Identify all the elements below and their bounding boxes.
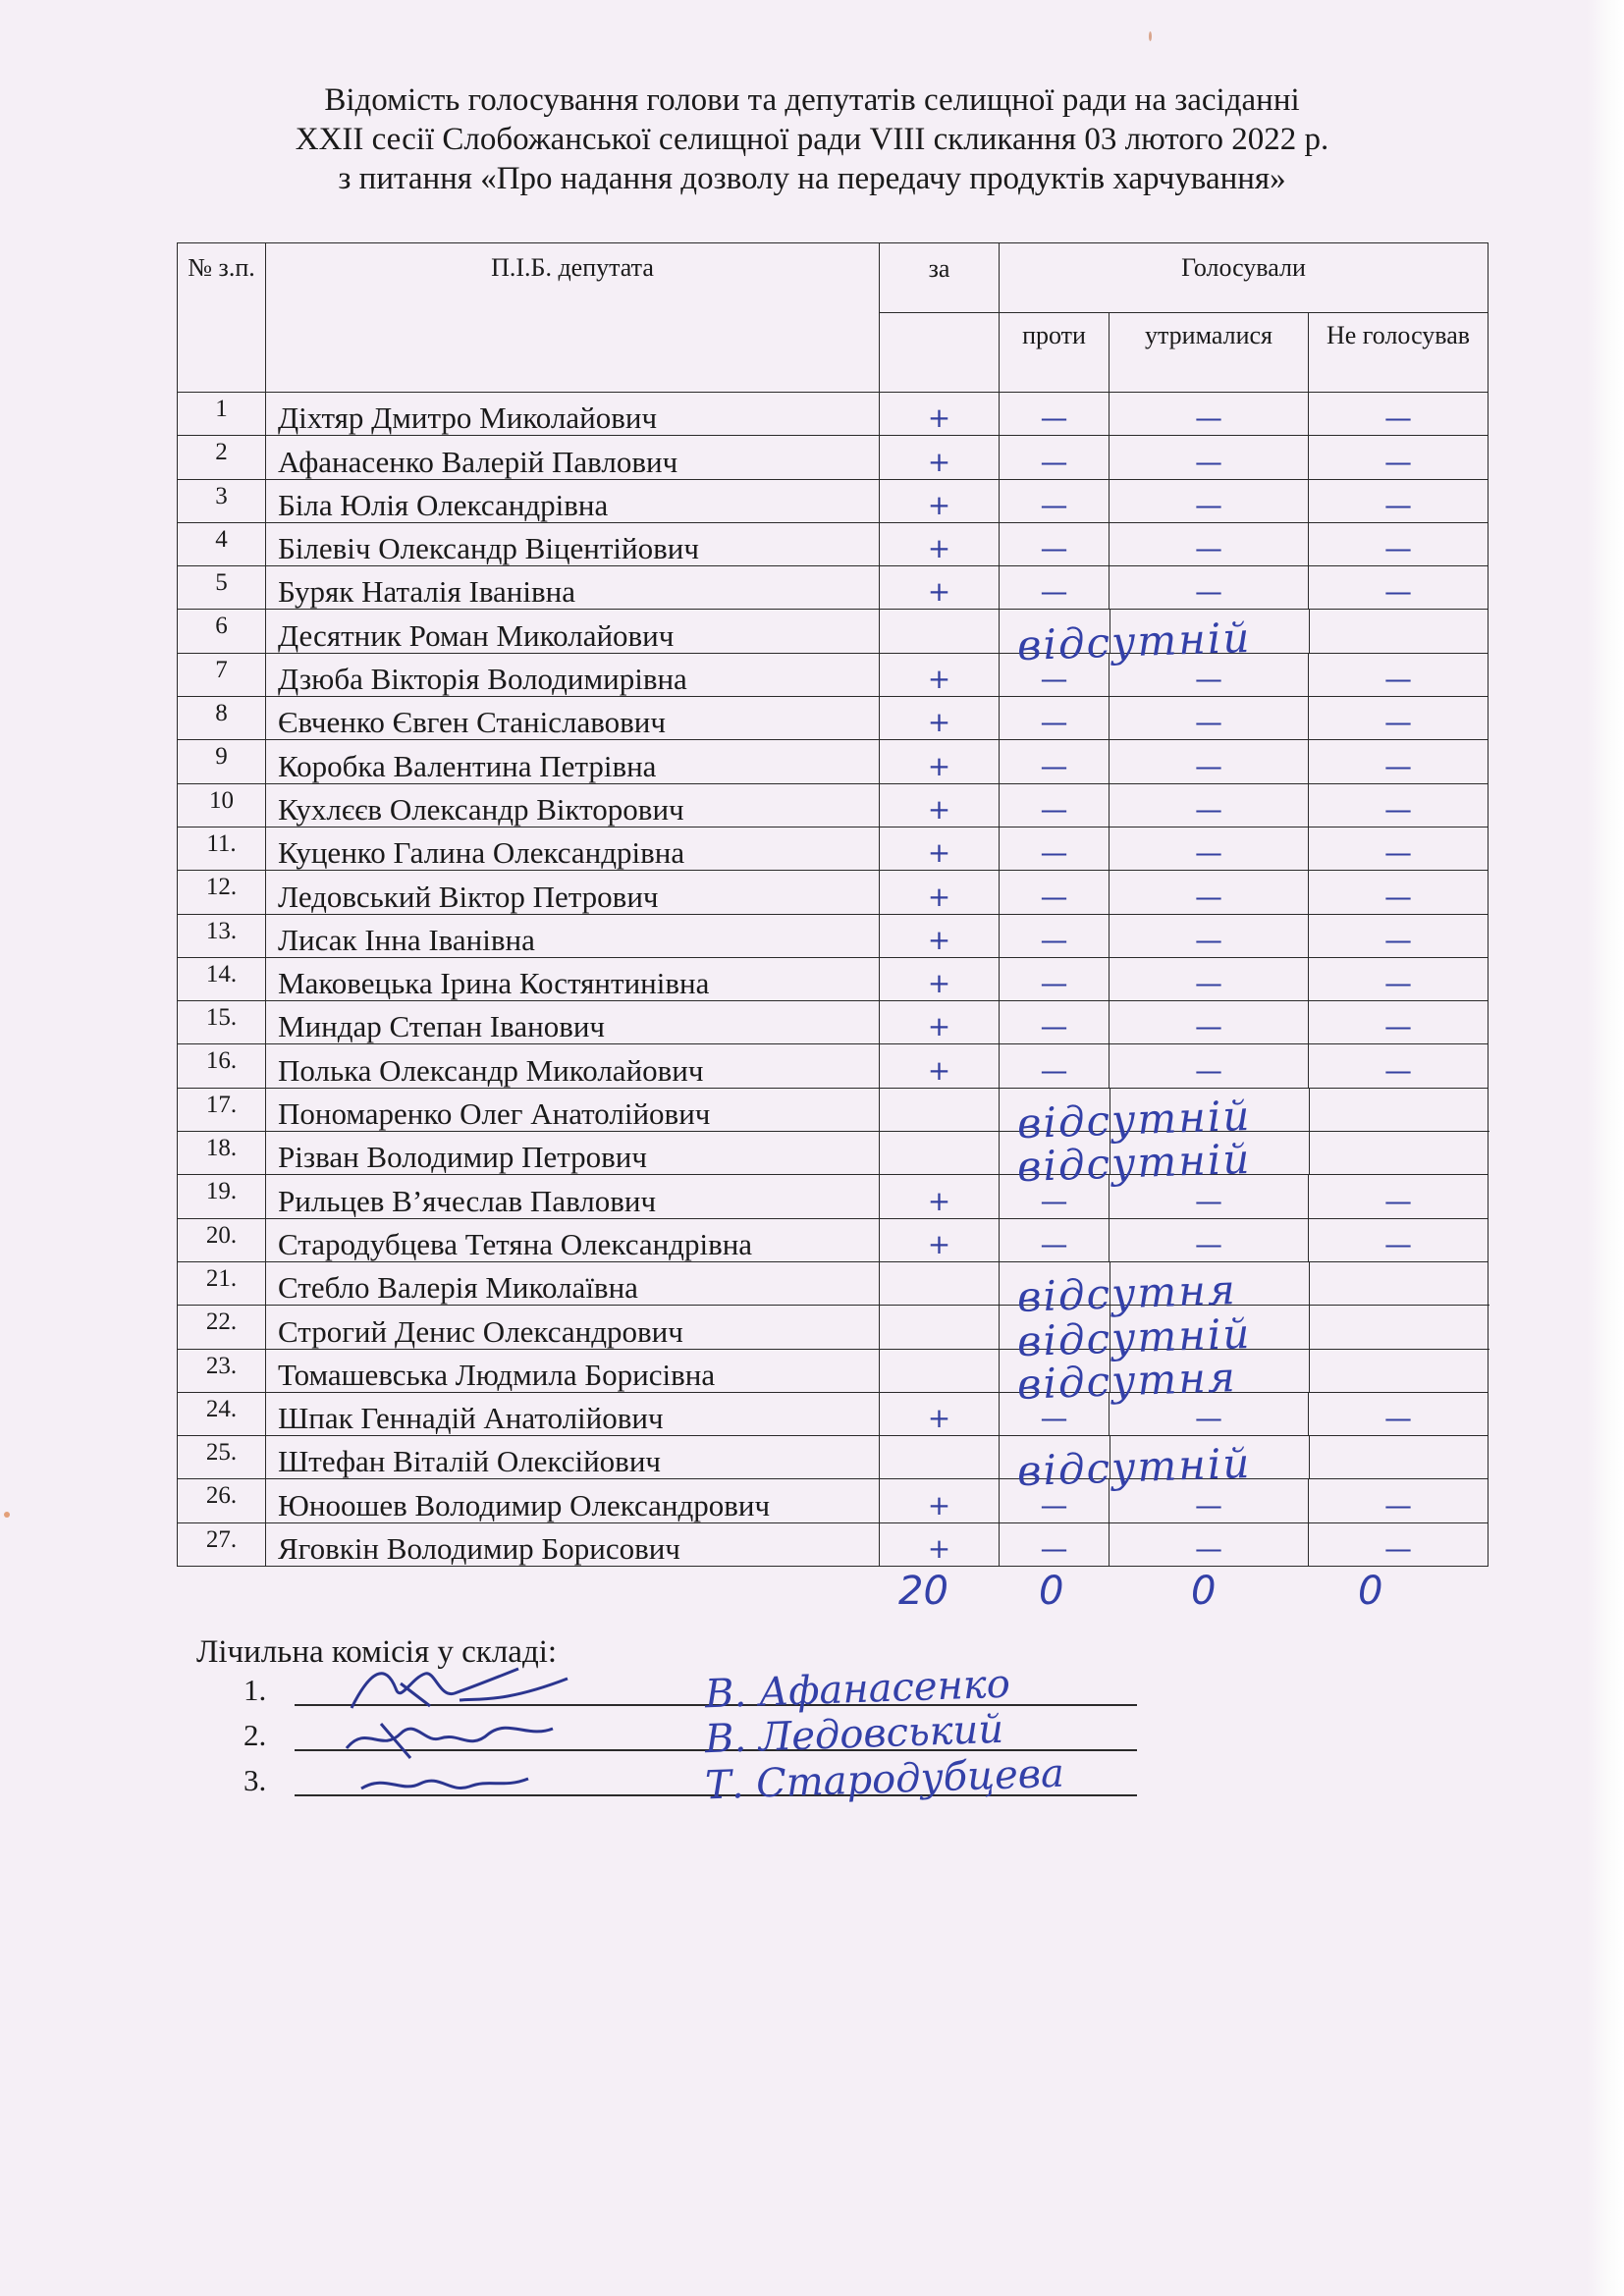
absent-cell <box>1000 610 1489 669</box>
row-number: 8 <box>178 697 266 740</box>
vote-against-mark: — <box>1000 914 1110 957</box>
vote-against-mark: — <box>1000 436 1110 479</box>
vote-for-mark: + <box>880 479 1000 522</box>
row-number: 15. <box>178 1001 266 1044</box>
absent-cell <box>1000 1349 1489 1409</box>
vote-abstained-mark: — <box>1110 436 1309 479</box>
absent-cell <box>1000 1088 1489 1148</box>
table-row <box>178 1306 1489 1349</box>
deputy-name: Кухлєєв Олександр Вікторович <box>266 783 880 827</box>
commission-member <box>244 1750 1137 1809</box>
deputy-name: Лисак Інна Іванівна <box>266 914 880 957</box>
deputy-name: Штефан Віталій Олексійович <box>266 1436 880 1479</box>
column-divider <box>1309 1262 1310 1305</box>
vote-against-mark: — <box>1000 827 1110 870</box>
vote-abstained-mark: — <box>1110 1479 1309 1522</box>
vote-for-mark: + <box>880 871 1000 914</box>
deputy-name: Афанасенко Валерій Павлович <box>266 436 880 479</box>
vote-for-mark: + <box>880 522 1000 565</box>
header-for: за <box>880 254 1000 334</box>
header-voted: Голосували <box>1000 243 1489 313</box>
table-row <box>178 1044 1489 1088</box>
title-line-1: Відомість голосування голови та депутатів селищної ради на засіданні <box>324 82 1300 118</box>
vote-for-mark: + <box>880 697 1000 740</box>
deputy-name: Десятник Роман Миколайович <box>266 610 880 653</box>
title-line-3: з питання «Про надання дозволу на передачу продуктів харчування» <box>338 161 1286 196</box>
vote-against-mark: — <box>1000 566 1110 610</box>
table-row <box>178 610 1489 653</box>
vote-for-mark: + <box>880 827 1000 870</box>
paper-speck <box>4 1512 10 1518</box>
table-row <box>178 697 1489 740</box>
vote-not-voted-mark: — <box>1309 1044 1489 1088</box>
vote-abstained-mark: — <box>1110 871 1309 914</box>
deputy-name: Яговкін Володимир Борисович <box>266 1522 880 1566</box>
vote-not-voted-mark: — <box>1309 1218 1489 1261</box>
absent-note: відсутній <box>1016 1439 1253 1496</box>
commission-title: Лічильна комісія у складі: <box>196 1634 558 1670</box>
deputy-name: Строгий Денис Олександрович <box>266 1306 880 1349</box>
column-divider <box>1309 1306 1310 1348</box>
vote-abstained-mark: — <box>1110 1522 1309 1566</box>
table-row <box>178 1479 1489 1522</box>
deputy-name: Шпак Геннадій Анатолійович <box>266 1392 880 1435</box>
total-abstained: 0 <box>1191 1569 1217 1614</box>
deputy-name: Томашевська Людмила Борисівна <box>266 1349 880 1392</box>
vote-not-voted-mark: — <box>1309 393 1489 436</box>
row-number: 17. <box>178 1088 266 1131</box>
vote-against-mark: — <box>1000 697 1110 740</box>
table-row <box>178 1436 1489 1479</box>
vote-not-voted-mark: — <box>1309 957 1489 1000</box>
vote-abstained-mark: — <box>1110 1001 1309 1044</box>
absent-cell <box>1000 1306 1489 1365</box>
vote-abstained-mark: — <box>1110 740 1309 783</box>
column-divider <box>1309 1436 1310 1478</box>
table-row <box>178 479 1489 522</box>
table-row <box>178 1088 1489 1131</box>
vote-for-mark: + <box>880 783 1000 827</box>
row-number: 13. <box>178 914 266 957</box>
signature-icon <box>342 1749 577 1810</box>
column-divider <box>1309 1132 1310 1174</box>
member-name: В. Афанасенко <box>704 1661 1011 1718</box>
vote-for-cell <box>880 610 1000 653</box>
vote-not-voted-mark: — <box>1309 914 1489 957</box>
absent-note: відсутній <box>1016 1135 1253 1192</box>
deputy-name: Буряк Наталія Іванівна <box>266 566 880 610</box>
absent-note: відсутня <box>1016 1352 1238 1409</box>
vote-for-mark: + <box>880 740 1000 783</box>
header-against: проти <box>1000 313 1110 393</box>
vote-for-cell <box>880 1132 1000 1175</box>
vote-against-mark: — <box>1000 522 1110 565</box>
vote-not-voted-mark: — <box>1309 1479 1489 1522</box>
deputy-name: Стебло Валерія Миколаївна <box>266 1261 880 1305</box>
deputy-name: Євченко Євген Станіславович <box>266 697 880 740</box>
vote-against-mark: — <box>1000 1001 1110 1044</box>
deputy-name: Біла Юлія Олександрівна <box>266 479 880 522</box>
vote-for-cell <box>880 1306 1000 1349</box>
deputy-name: Білевіч Олександр Віцентійович <box>266 522 880 565</box>
row-number: 16. <box>178 1044 266 1088</box>
vote-for-cell <box>880 1436 1000 1479</box>
absent-cell <box>1000 1261 1489 1322</box>
vote-abstained-mark: — <box>1110 827 1309 870</box>
row-number: 7 <box>178 653 266 696</box>
vote-not-voted-mark: — <box>1309 522 1489 565</box>
vote-for-cell <box>880 1349 1000 1392</box>
row-number: 26. <box>178 1479 266 1522</box>
vote-against-mark: — <box>1000 1522 1110 1566</box>
vote-for-cell <box>880 1088 1000 1131</box>
column-divider <box>1309 1350 1310 1392</box>
member-number: 1. <box>244 1673 267 1707</box>
deputy-name: Пономаренко Олег Анатолійович <box>266 1088 880 1131</box>
vote-for-mark: + <box>880 914 1000 957</box>
vote-against-mark: — <box>1000 1218 1110 1261</box>
table-row <box>178 827 1489 870</box>
vote-not-voted-mark: — <box>1309 697 1489 740</box>
vote-abstained-mark: — <box>1110 393 1309 436</box>
row-number: 25. <box>178 1436 266 1479</box>
table-row <box>178 1349 1489 1392</box>
deputy-name: Полька Олександр Миколайович <box>266 1044 880 1088</box>
table-row <box>178 522 1489 565</box>
table-row <box>178 871 1489 914</box>
vote-against-mark: — <box>1000 1479 1110 1522</box>
absent-note: відсутній <box>1016 613 1253 669</box>
header-number: № з.п. <box>178 243 266 393</box>
header-name: П.І.Б. депутата <box>266 243 880 393</box>
scan-edge <box>1587 0 1624 2296</box>
vote-abstained-mark: — <box>1110 1218 1309 1261</box>
row-number: 21. <box>178 1261 266 1305</box>
vote-for-mark: + <box>880 1479 1000 1522</box>
absent-note: відсутній <box>1016 1091 1253 1148</box>
table-row <box>178 914 1489 957</box>
vote-not-voted-mark: — <box>1309 1175 1489 1218</box>
deputy-name: Миндар Степан Іванович <box>266 1001 880 1044</box>
vote-not-voted-mark: — <box>1309 479 1489 522</box>
row-number: 27. <box>178 1522 266 1566</box>
row-number: 5 <box>178 566 266 610</box>
deputy-name: Стародубцева Тетяна Олександрівна <box>266 1218 880 1261</box>
deputy-name: Діхтяр Дмитро Миколайович <box>266 393 880 436</box>
vote-abstained-mark: — <box>1110 914 1309 957</box>
table-row <box>178 436 1489 479</box>
vote-for-mark: + <box>880 1218 1000 1261</box>
row-number: 10 <box>178 783 266 827</box>
row-number: 19. <box>178 1175 266 1218</box>
vote-against-mark: — <box>1000 871 1110 914</box>
deputy-name: Куценко Галина Олександрівна <box>266 827 880 870</box>
row-number: 20. <box>178 1218 266 1261</box>
vote-against-mark: — <box>1000 740 1110 783</box>
vote-abstained-mark: — <box>1110 653 1309 696</box>
row-number: 3 <box>178 479 266 522</box>
absent-cell <box>1000 1436 1489 1496</box>
member-number: 2. <box>244 1718 267 1752</box>
vote-against-mark: — <box>1000 1175 1110 1218</box>
deputy-name: Маковецька Ірина Костянтинівна <box>266 957 880 1000</box>
deputy-name: Ледовський Віктор Петрович <box>266 871 880 914</box>
vote-abstained-mark: — <box>1110 479 1309 522</box>
header-not-voted: Не голосував <box>1309 313 1489 393</box>
row-number: 4 <box>178 522 266 565</box>
vote-not-voted-mark: — <box>1309 871 1489 914</box>
table-row <box>178 653 1489 696</box>
vote-for-mark: + <box>880 1392 1000 1435</box>
row-number: 22. <box>178 1306 266 1349</box>
vote-against-mark: — <box>1000 1044 1110 1088</box>
absent-note: відсутній <box>1016 1308 1253 1365</box>
table-row <box>178 1218 1489 1261</box>
vote-abstained-mark: — <box>1110 697 1309 740</box>
column-divider <box>1309 1089 1310 1131</box>
vote-against-mark: — <box>1000 653 1110 696</box>
vote-against-mark: — <box>1000 393 1110 436</box>
table-row <box>178 783 1489 827</box>
deputy-name: Юноошев Володимир Олександрович <box>266 1479 880 1522</box>
member-number: 3. <box>244 1763 267 1797</box>
row-number: 14. <box>178 957 266 1000</box>
row-number: 11. <box>178 827 266 870</box>
vote-abstained-mark: — <box>1110 957 1309 1000</box>
vote-for-mark: + <box>880 1522 1000 1566</box>
table-row <box>178 1522 1489 1566</box>
total-not-voted: 0 <box>1358 1569 1383 1614</box>
vote-against-mark: — <box>1000 783 1110 827</box>
member-name: Т. Стародубцева <box>704 1750 1065 1809</box>
table-row <box>178 740 1489 783</box>
vote-for-mark: + <box>880 1175 1000 1218</box>
row-number: 24. <box>178 1392 266 1435</box>
header-abstained: утрималися <box>1110 313 1309 393</box>
vote-not-voted-mark: — <box>1309 1001 1489 1044</box>
table-row <box>178 1132 1489 1175</box>
vote-not-voted-mark: — <box>1309 436 1489 479</box>
total-against: 0 <box>1039 1569 1064 1614</box>
row-number: 23. <box>178 1349 266 1392</box>
title-line-2: XXII сесії Слобожанської селищної ради VIII скликання 03 лютого 2022 р. <box>295 122 1329 157</box>
vote-abstained-mark: — <box>1110 1044 1309 1088</box>
deputy-name: Дзюба Вікторія Володимирівна <box>266 653 880 696</box>
vote-for-mark: + <box>880 566 1000 610</box>
vote-for-mark: + <box>880 393 1000 436</box>
absent-cell <box>1000 1132 1489 1192</box>
row-number: 9 <box>178 740 266 783</box>
vote-not-voted-mark: — <box>1309 827 1489 870</box>
vote-abstained-mark: — <box>1110 522 1309 565</box>
vote-for-mark: + <box>880 436 1000 479</box>
vote-for-mark: + <box>880 1044 1000 1088</box>
deputy-name: Рильцев В’ячеслав Павлович <box>266 1175 880 1218</box>
vote-for-cell <box>880 1261 1000 1305</box>
table-row <box>178 1392 1489 1435</box>
absent-note: відсутня <box>1016 1265 1238 1322</box>
member-name: В. Ледовський <box>704 1706 1004 1763</box>
vote-against-mark: — <box>1000 957 1110 1000</box>
vote-abstained-mark: — <box>1110 1392 1309 1435</box>
document-title <box>0 80 1624 198</box>
vote-not-voted-mark: — <box>1309 740 1489 783</box>
vote-abstained-mark: — <box>1110 566 1309 610</box>
vote-for-mark: + <box>880 957 1000 1000</box>
table-row <box>178 1175 1489 1218</box>
table-row <box>178 566 1489 610</box>
deputy-name: Різван Володимир Петрович <box>266 1132 880 1175</box>
row-number: 2 <box>178 436 266 479</box>
vote-not-voted-mark: — <box>1309 1392 1489 1435</box>
table-row <box>178 957 1489 1000</box>
vote-against-mark: — <box>1000 479 1110 522</box>
total-for: 20 <box>898 1569 948 1614</box>
column-divider <box>1309 610 1310 652</box>
deputy-name: Коробка Валентина Петрівна <box>266 740 880 783</box>
row-number: 1 <box>178 393 266 436</box>
vote-against-mark: — <box>1000 1392 1110 1435</box>
vote-abstained-mark: — <box>1110 783 1309 827</box>
vote-not-voted-mark: — <box>1309 653 1489 696</box>
row-number: 12. <box>178 871 266 914</box>
table-row <box>178 1261 1489 1305</box>
vote-not-voted-mark: — <box>1309 566 1489 610</box>
vote-not-voted-mark: — <box>1309 783 1489 827</box>
vote-not-voted-mark: — <box>1309 1522 1489 1566</box>
row-number: 18. <box>178 1132 266 1175</box>
table-row <box>178 1001 1489 1044</box>
vote-for-mark: + <box>880 1001 1000 1044</box>
table-row <box>178 393 1489 436</box>
voting-table <box>177 242 1489 1567</box>
vote-for-mark: + <box>880 653 1000 696</box>
vote-abstained-mark: — <box>1110 1175 1309 1218</box>
row-number: 6 <box>178 610 266 653</box>
paper-speck <box>1149 31 1152 41</box>
